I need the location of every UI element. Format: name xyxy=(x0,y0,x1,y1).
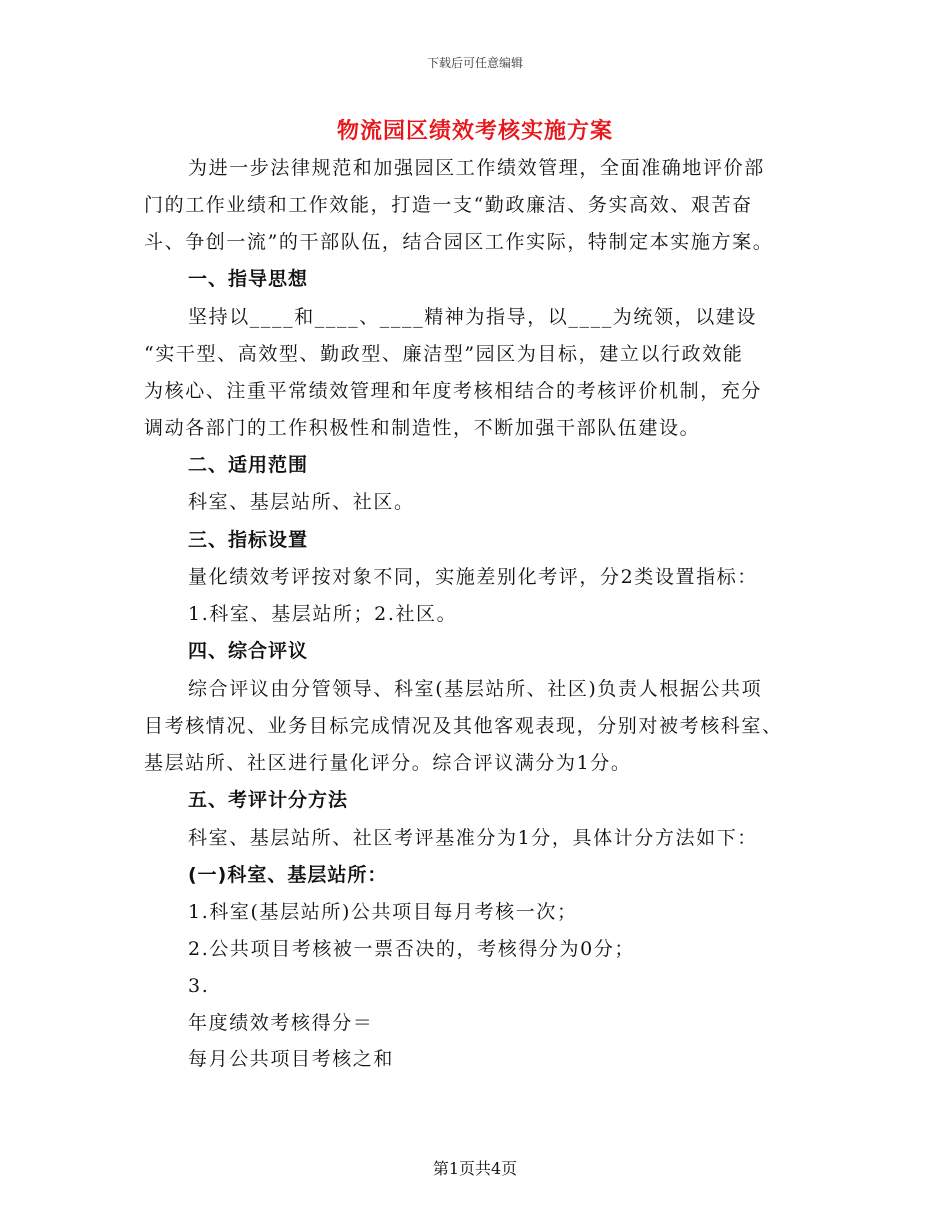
guiding-paragraph-line-4: 调动各部门的工作积极性和制造性，不断加强干部队伍建设。 xyxy=(144,417,701,439)
intro-paragraph-line-3: 斗、争创一流”的干部队伍，结合园区工作实际，特制定本实施方案。 xyxy=(144,231,774,253)
page-number: 第1页共4页 xyxy=(432,1159,518,1178)
review-paragraph-line-2: 目考核情况、业务目标完成情况及其他客观表现，分别对被考核科室、 xyxy=(144,715,783,737)
scope-paragraph: 科室、基层站所、社区。 xyxy=(188,491,415,513)
formula-line-1: 年度绩效考核得分＝ xyxy=(188,1012,374,1034)
scoring-item-2: 2.公共项目考核被一票否决的，考核得分为0分； xyxy=(188,938,636,960)
intro-paragraph-line-2: 门的工作业绩和工作效能，打造一支“勤政廉洁、务实高效、艰苦奋 xyxy=(144,194,753,216)
subsection-heading-departments: (一)科室、基层站所： xyxy=(188,864,388,886)
section-heading-scope: 二、适用范围 xyxy=(188,454,309,476)
scoring-item-3: 3. xyxy=(188,975,210,997)
guiding-paragraph-line-1: 坚持以____和____、____精神为指导，以____为统领，以建设 xyxy=(188,306,758,328)
indicators-paragraph-line-1: 量化绩效考评按对象不同，实施差别化考评，分2类设置指标： xyxy=(188,566,758,588)
section-heading-scoring-method: 五、考评计分方法 xyxy=(188,789,349,811)
section-heading-indicators: 三、指标设置 xyxy=(188,529,309,551)
header-note: 下载后可任意编辑 xyxy=(426,56,523,70)
review-paragraph-line-1: 综合评议由分管领导、科室(基层站所、社区)负责人根据公共项 xyxy=(188,678,763,700)
indicators-paragraph-line-2: 1.科室、基层站所；2.社区。 xyxy=(188,603,458,625)
document-title: 物流园区绩效考核实施方案 xyxy=(336,118,613,144)
section-heading-comprehensive-review: 四、综合评议 xyxy=(188,640,309,662)
guiding-paragraph-line-3: 为核心、注重平常绩效管理和年度考核相结合的考核评价机制，充分 xyxy=(144,380,763,402)
scoring-paragraph: 科室、基层站所、社区考评基准分为1分，具体计分方法如下： xyxy=(188,827,758,849)
formula-line-2: 每月公共项目考核之和 xyxy=(188,1048,395,1070)
review-paragraph-line-3: 基层站所、社区进行量化评分。综合评议满分为1分。 xyxy=(144,752,632,774)
scoring-item-1: 1.科室(基层站所)公共项目每月考核一次； xyxy=(188,901,578,923)
intro-paragraph-line-1: 为进一步法律规范和加强园区工作绩效管理，全面准确地评价部 xyxy=(188,157,765,179)
section-heading-guiding-ideology: 一、指导思想 xyxy=(188,268,309,290)
guiding-paragraph-line-2: “实干型、高效型、勤政型、廉洁型”园区为目标，建立以行政效能 xyxy=(144,343,744,365)
